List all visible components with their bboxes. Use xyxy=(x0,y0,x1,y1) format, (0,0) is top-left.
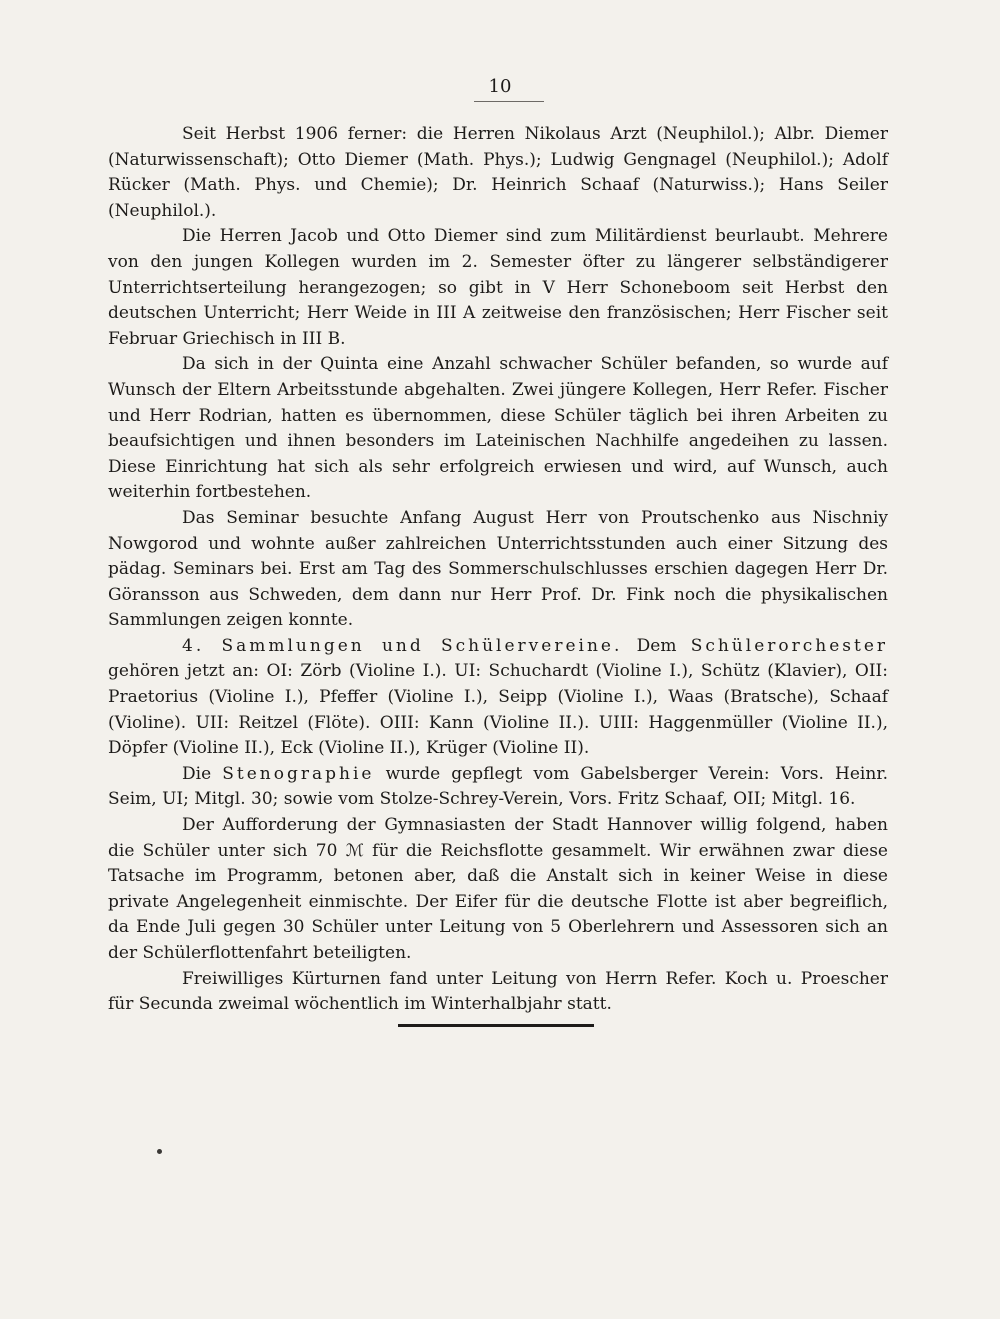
orchestra-term: Schülerorchester xyxy=(690,635,889,656)
paragraph-gymnastics: Freiwilliges Kürturnen fand unter Leitung von Herrn Refer. Koch u. Proescher für Secunda zweimal wöchentlich im Winterhalbjahr statt. xyxy=(108,968,888,1015)
paragraph-new-teachers: Seit Herbst 1906 ferner: die Herren Nikolaus Arzt (Neuphilol.); Albr. Diemer (Naturwissenschaft); Otto Diemer (Math. Phys.); Ludwig Gengnagel (Neuphilol.); Adolf Rücker (Math. Phys. und Chemie); Dr. Heinrich Schaaf (Naturwiss.); Hans Seiler (Neuphilol.). xyxy=(108,124,888,221)
stenography-term: Stenographie xyxy=(222,763,375,784)
page-number: 10 xyxy=(488,76,512,97)
paragraph-orchestra xyxy=(108,634,888,762)
orchestra-text: gehören jetzt an: OI: Zörb (Violine I.). UI: Schuchardt (Violine I.), Schütz (Klavier), OII: Praetorius (Violine I.), Pfeffer (Violine I.), Seipp (Violine I.), Waas (Bratsche), Schaaf (Violine). UII: Reitzel (Flöte). OIII: Kann (Violine II.). UIII: Haggenmüller (Violine II.), Döpfer (Violine II.), Eck (Violine II.), Krüger (Violine II). xyxy=(108,661,888,759)
paragraph-quinta-study-hour: Da sich in der Quinta eine Anzahl schwacher Schüler befanden, so wurde auf Wunsch der Eltern Arbeitsstunde abgehalten. Zwei jüngere Kollegen, Herr Refer. Fischer und Herr Rodrian, hatten es übernommen, diese Schüler täglich bei ihren Arbeiten zu beaufsichtigen und ihnen besonders im Lateinischen Nachhilfe angedeihen zu lassen. Diese Einrichtung hat sich als sehr erfolgreich erwiesen und wird, auf Wunsch, auch weiterhin fortbestehen. xyxy=(108,354,888,503)
ink-speck xyxy=(157,1149,162,1154)
page-number-rule xyxy=(474,101,544,102)
section-heading: 4. Sammlungen und Schülervereine. xyxy=(182,635,623,656)
paragraph-military-leave: Die Herren Jacob und Otto Diemer sind zum Militärdienst beurlaubt. Mehrere von den jungen Kollegen wurden im 2. Semester öfter zu längerer selbständigerer Unterrichtserteilung herangezogen; so gibt in V Herr Schoneboom seit Herbst den deutschen Unterricht; Herr Weide in III A zeitweise den französischen; Herr Fischer seit Februar Griechisch in III B. xyxy=(108,226,888,349)
body-text xyxy=(108,122,888,1018)
paragraph-seminar-visitors: Das Seminar besuchte Anfang August Herr von Proutschenko aus Nischniy Nowgorod und wohnte außer zahlreichen Unterrichtsstunden auch einer Sitzung des pädag. Seminars bei. Erst am Tag des Sommerschulschlusses erschien dagegen Herr Dr. Göransson aus Schweden, dem dann nur Herr Prof. Dr. Fink noch die physikalischen Sammlungen zeigen konnte. xyxy=(108,507,888,631)
stenography-text: wurde gepflegt vom Gabelsberger Verein: Vors. Heinr. Seim, UI; Mitgl. 30; sowie vom Stolze-Schrey-Verein, Vors. Fritz Schaaf, OII; Mitgl. 16. xyxy=(108,763,888,810)
paragraph-stenography xyxy=(108,762,888,813)
stenography-lead: Die xyxy=(182,763,212,784)
orchestra-lead: Dem xyxy=(636,635,677,656)
end-rule xyxy=(398,1024,594,1027)
paragraph-fleet-collection: Der Aufforderung der Gymnasiasten der Stadt Hannover willig folgend, haben die Schüler unter sich 70 ℳ für die Reichsflotte gesammelt. Wir erwähnen zwar diese Tatsache im Programm, betonen aber, daß die Anstalt sich in keiner Weise in diese private Angelegenheit einmischte. Der Eifer für die deutsche Flotte ist aber begreiflich, da Ende Juli gegen 30 Schüler unter Leitung von 5 Oberlehrern und Assessoren sich an der Schülerflottenfahrt beteiligten. xyxy=(108,815,888,963)
